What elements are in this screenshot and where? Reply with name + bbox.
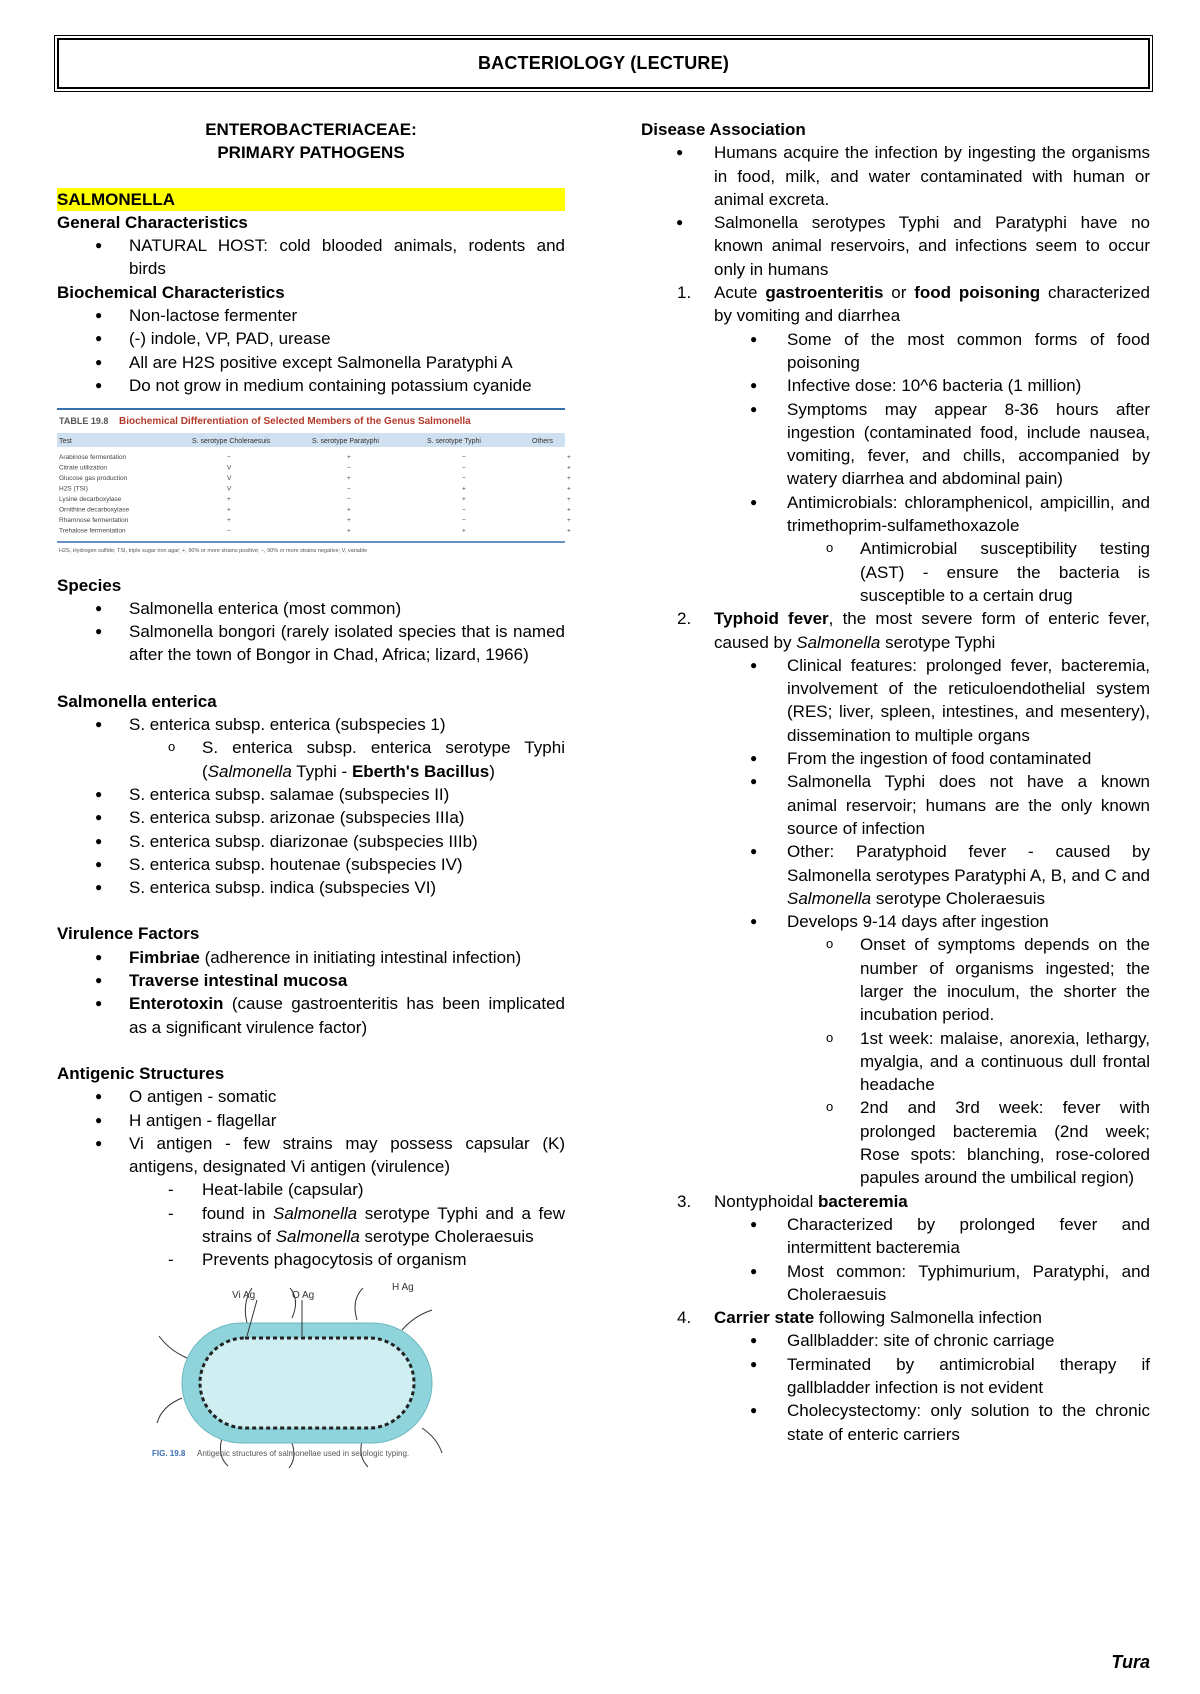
table-caption-text: Biochemical Differentiation of Selected Members of the Genus Salmonella	[119, 416, 471, 428]
table-cell: V	[227, 475, 232, 483]
biochem-table-figure	[57, 407, 571, 557]
table-cell: +	[347, 506, 351, 514]
table-cell: −	[347, 485, 351, 493]
species-item: ● Salmonella enterica (most common)	[57, 597, 565, 620]
antigenic-structure-figure	[152, 1278, 472, 1473]
numbered-item-1: 1. Acute gastroenteritis or food poisoning characterized by vomiting and diarrhea	[677, 283, 1151, 326]
vi-ag-label: Vi Ag	[232, 1289, 256, 1301]
table-cell: +	[227, 517, 231, 525]
n2-subitem: o Onset of symptoms depends on the number of organisms ingested; the larger the inoculum, the shorter the incubation period.	[641, 933, 1150, 1026]
table-cell: −	[462, 464, 466, 472]
table-cell: +	[462, 485, 466, 493]
numbered-item-4: 4. Carrier state following Salmonella infection	[677, 1308, 1042, 1328]
antigenic-item: ● H antigen - flagellar	[57, 1109, 565, 1132]
table-header-band	[57, 433, 565, 447]
n3-item: ● Most common: Typhimurium, Paratyphi, and Choleraesuis	[641, 1260, 1150, 1307]
disease-item: ● Salmonella serotypes Typhi and Paratyphi have no known animal reservoirs, and infections seem to occur only in humans	[641, 211, 1150, 281]
table-cell: V	[227, 485, 232, 493]
table-cell: Arabinose fermentation	[59, 454, 127, 462]
biochem-heading: Biochemical Characteristics	[57, 282, 285, 302]
table-cell: Rhamnose fermentation	[59, 517, 129, 525]
enterica-item: ● S. enterica subsp. houtenae (subspecies IV)	[57, 853, 565, 876]
table-cell: +	[567, 454, 571, 462]
n2-subitem: o 2nd and 3rd week: fever with prolonged bacteremia (2nd week; Rose spots: blanching, rose-colored papules around the umbilical region)	[641, 1096, 1150, 1189]
species-heading: Species	[57, 575, 122, 595]
enterica-item: ● S. enterica subsp. salamae (subspecies II)	[57, 783, 565, 806]
enterica-heading: Salmonella enterica	[57, 691, 217, 711]
table-cell: −	[347, 496, 351, 504]
figure-caption-text: Antigenic structures of salmonellae used in serologic typing.	[197, 1448, 410, 1458]
table-caption-label: TABLE 19.8	[59, 416, 109, 427]
header-title: BACTERIOLOGY (LECTURE)	[477, 52, 730, 73]
table-column-header: Others	[532, 438, 554, 446]
table-cell: H2S (TSI)	[59, 485, 88, 493]
virulence-item: ● Fimbriae (adherence in initiating intestinal infection)	[57, 946, 565, 969]
doc-title-line1: ENTEROBACTERIACEAE:	[205, 120, 417, 139]
n1-item: ● Infective dose: 10^6 bacteria (1 million)	[641, 374, 1150, 397]
o-ag-label: O Ag	[292, 1289, 315, 1301]
table-cell: +	[462, 496, 466, 504]
biochem-item: ● (-) indole, VP, PAD, urease	[57, 327, 565, 350]
cell-wall	[200, 1338, 414, 1428]
enterica-item: ● S. enterica subsp. indica (subspecies VI)	[57, 876, 565, 899]
general-heading: General Characteristics	[57, 212, 248, 232]
antigenic-item: ● Vi antigen - few strains may possess capsular (K) antigens, designated Vi antigen (virulence)	[57, 1132, 565, 1179]
table-cell: +	[567, 485, 571, 493]
n2-subitem: o 1st week: malaise, anorexia, lethargy, myalgia, and a continuous dull frontal headache	[641, 1027, 1150, 1097]
table-cell: +	[567, 517, 571, 525]
n2-item: ● Other: Paratyphoid fever - caused by Salmonella serotypes Paratyphi A, B, and C and Salmonella serotype Choleraesuis	[641, 840, 1150, 910]
enterica-item: ● S. enterica subsp. diarizonae (subspecies IIIb)	[57, 830, 565, 853]
general-item: ● NATURAL HOST: cold blooded animals, rodents and birds	[57, 234, 565, 281]
table-cell: −	[227, 527, 231, 535]
table-cell: Trehalose fermentation	[59, 527, 126, 535]
virulence-heading: Virulence Factors	[57, 924, 200, 944]
left-column	[57, 118, 571, 1479]
table-cell: V	[227, 464, 232, 472]
table-cell: +	[227, 496, 231, 504]
disease-item: ● Humans acquire the infection by ingesting the organisms in food, milk, and water contaminated with human or animal excreta.	[641, 141, 1150, 211]
enterica-item: ● S. enterica subsp. enterica (subspecies 1)	[57, 713, 565, 736]
footer-author: Tura	[1111, 1651, 1150, 1672]
vi-subitem: - found in Salmonella serotype Typhi and a few strains of Salmonella serotype Choleraesuis	[57, 1202, 565, 1249]
table-cell: +	[567, 527, 571, 535]
numbered-item-3: 3. Nontyphoidal bacteremia	[677, 1191, 908, 1211]
table-cell: −	[462, 506, 466, 514]
doc-title-line2: PRIMARY PATHOGENS	[217, 143, 405, 163]
table-cell: −	[227, 454, 231, 462]
antigenic-item: ● O antigen - somatic	[57, 1085, 565, 1108]
n2-item: ● From the ingestion of food contaminated	[641, 747, 1150, 770]
n4-item: ● Cholecystectomy: only solution to the chronic state of enteric carriers	[641, 1399, 1150, 1446]
table-cell: −	[462, 454, 466, 462]
table-cell: −	[347, 464, 351, 472]
table-cell: Glucose gas production	[59, 475, 128, 483]
table-column-header: S. serotype Typhi	[427, 438, 481, 446]
species-item: ● Salmonella bongori (rarely isolated species that is named after the town of Bongor in Chad, Africa; lizard, 1966)	[57, 620, 565, 667]
biochem-item: ● All are H2S positive except Salmonella Paratyphi A	[57, 351, 565, 374]
table-cell: +	[567, 506, 571, 514]
table-cell: +	[347, 454, 351, 462]
table-cell: Ornithine decarboxylase	[59, 506, 130, 514]
table-cell: −	[462, 517, 466, 525]
n2-item: ● Develops 9-14 days after ingestion	[641, 910, 1150, 933]
table-cell: +	[462, 527, 466, 535]
table-column-header: S. serotype Paratyphi	[312, 438, 379, 446]
section-salmonella: SALMONELLA	[57, 188, 565, 211]
vi-subitem: - Heat-labile (capsular)	[57, 1178, 565, 1201]
right-column	[641, 118, 1150, 1446]
table-cell: +	[227, 506, 231, 514]
table-cell: +	[567, 496, 571, 504]
enterica-subitem: o S. enterica subsp. enterica serotype Typhi (Salmonella Typhi - Eberth's Bacillus)	[57, 736, 565, 783]
n4-item: ● Terminated by antimicrobial therapy if gallbladder infection is not evident	[641, 1353, 1150, 1400]
table-cell: +	[347, 517, 351, 525]
n2-item: ● Salmonella Typhi does not have a known animal reservoir; humans are the only known source of infection	[641, 770, 1150, 840]
table-footnote: H2S, Hydrogen sulfide; TSI, triple sugar iron agar; +, 90% or more strains positive; −, 90% or more strains negative; V, variable	[59, 548, 368, 555]
table-cell: +	[347, 527, 351, 535]
table-cell: Citrate utilization	[59, 464, 108, 472]
n1-item: ● Some of the most common forms of food poisoning	[641, 328, 1150, 375]
n3-item: ● Characterized by prolonged fever and intermittent bacteremia	[641, 1213, 1150, 1260]
antigenic-heading: Antigenic Structures	[57, 1063, 225, 1083]
table-cell: Lysine decarboxylase	[59, 496, 122, 504]
n2-item: ● Clinical features: prolonged fever, bacteremia, involvement of the reticuloendothelial system (RES; liver, spleen, intestines, and mesentery), dissemination to multiple organs	[641, 654, 1150, 747]
h-ag-label: H Ag	[392, 1281, 414, 1293]
table-cell: +	[567, 475, 571, 483]
numbered-item-2: 2. Typhoid fever, the most severe form of enteric fever, caused by Salmonella serotype Typhi	[677, 609, 1151, 652]
table-cell: −	[462, 475, 466, 483]
virulence-item: ● Enterotoxin (cause gastroenteritis has been implicated as a significant virulence factor)	[57, 992, 565, 1039]
table-cell: +	[347, 475, 351, 483]
table-cell: +	[567, 464, 571, 472]
page-header	[57, 38, 1150, 89]
table-column-header: S. serotype Choleraesuis	[192, 438, 271, 446]
disease-heading: Disease Association	[641, 120, 806, 139]
biochem-item: ● Do not grow in medium containing potassium cyanide	[57, 374, 565, 397]
n4-item: ● Gallbladder: site of chronic carriage	[641, 1329, 1150, 1352]
biochem-item: ● Non-lactose fermenter	[57, 304, 565, 327]
figure-caption-label: FIG. 19.8	[152, 1448, 186, 1458]
n1-item: ● Symptoms may appear 8-36 hours after ingestion (contaminated food, include nausea, vomiting, fever, and chills, accompanied by watery diarrhea and abdominal pain)	[641, 398, 1150, 491]
vi-subitem: - Prevents phagocytosis of organism	[57, 1248, 565, 1271]
enterica-item: ● S. enterica subsp. arizonae (subspecies IIIa)	[57, 806, 565, 829]
table-column-header: Test	[59, 438, 72, 446]
virulence-item: ● Traverse intestinal mucosa	[57, 969, 565, 992]
n1-item: ● Antimicrobials: chloramphenicol, ampicillin, and trimethoprim-sulfamethoxazole	[641, 491, 1150, 538]
n1-subitem: o Antimicrobial susceptibility testing (AST) - ensure the bacteria is susceptible to a certain drug	[641, 537, 1150, 607]
